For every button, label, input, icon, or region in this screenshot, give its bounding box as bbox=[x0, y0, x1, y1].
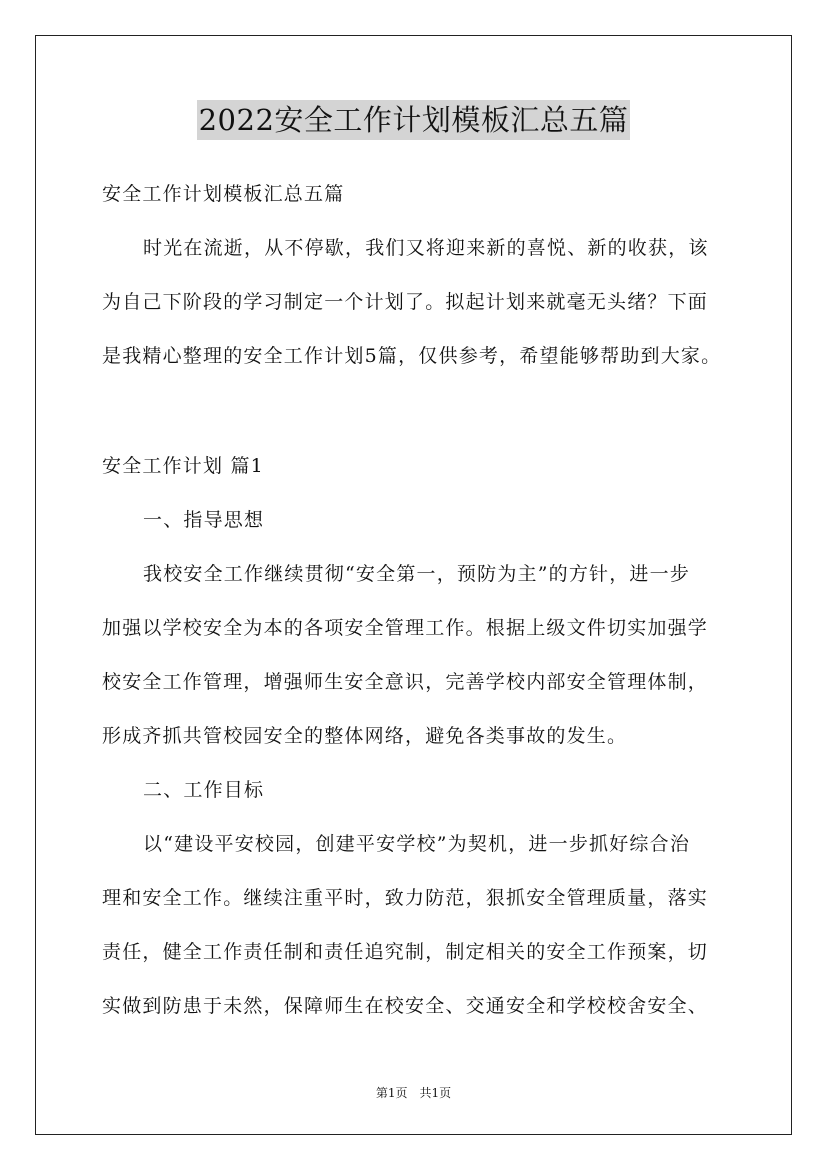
paragraph-line: 形成齐抓共管校园安全的整体网络，避免各类事故的发生。 bbox=[102, 725, 628, 747]
paragraph-line: 以“建设平安校园，创建平安学校”为契机，进一步抓好综合治 bbox=[143, 833, 691, 855]
paragraph-line: 实做到防患于未然，保障师生在校安全、交通安全和学校校舍安全、 bbox=[102, 995, 709, 1017]
paragraph-line: 时光在流逝，从不停歇，我们又将迎来新的喜悦、新的收获，该 bbox=[143, 237, 709, 259]
subheading: 一、指导思想 bbox=[143, 509, 265, 531]
page-footer: 第1页 共1页 bbox=[375, 1086, 452, 1100]
subheading: 二、工作目标 bbox=[143, 779, 265, 801]
subtitle-line: 安全工作计划模板汇总五篇 bbox=[102, 183, 345, 205]
paragraph-line: 是我精心整理的安全工作计划5篇，仅供参考，希望能够帮助到大家。 bbox=[102, 345, 722, 367]
paragraph-line: 为自己下阶段的学习制定一个计划了。拟起计划来就毫无头绪？下面 bbox=[102, 291, 709, 313]
paragraph-line: 校安全工作管理，增强师生安全意识，完善学校内部安全管理体制， bbox=[102, 671, 709, 693]
paragraph-line: 责任，健全工作责任制和责任追究制，制定相关的安全工作预案，切 bbox=[102, 941, 709, 963]
paragraph-line: 理和安全工作。继续注重平时，致力防范，狠抓安全管理质量，落实 bbox=[102, 887, 709, 909]
section-heading: 安全工作计划 篇1 bbox=[102, 455, 264, 477]
document-title: 2022安全工作计划模板汇总五篇 bbox=[197, 100, 631, 140]
paragraph-line: 我校安全工作继续贯彻“安全第一，预防为主”的方针，进一步 bbox=[143, 563, 691, 585]
paragraph-line: 加强以学校安全为本的各项安全管理工作。根据上级文件切实加强学 bbox=[102, 617, 709, 639]
